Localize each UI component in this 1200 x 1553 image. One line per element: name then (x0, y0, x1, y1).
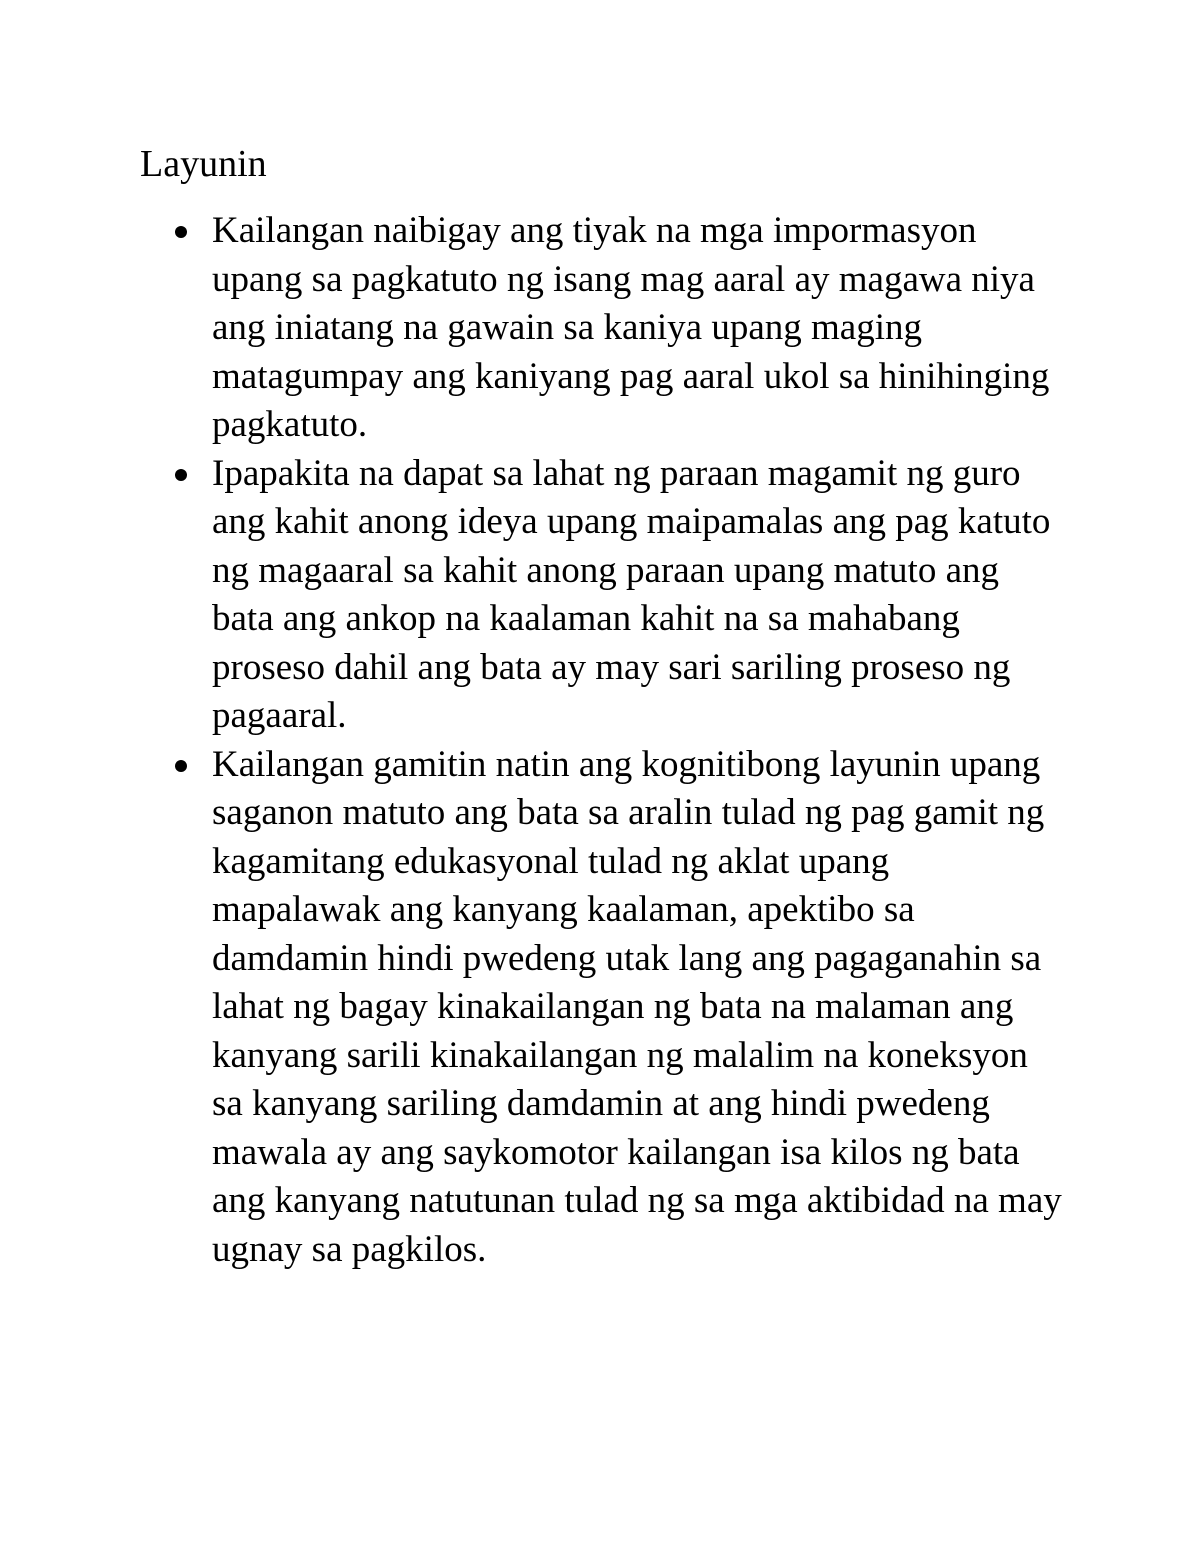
bullet-text: Kailangan naibigay ang tiyak na mga impormasyon upang sa pagkatuto ng isang mag aaral ay magawa niya ang iniatang na gawain sa kaniya upang maging matagumpay ang kaniyang pag aaral ukol sa hinihinging pagkatuto. (212, 210, 1050, 445)
bullet-item-1 (170, 207, 1065, 450)
bullet-item-2 (170, 450, 1065, 741)
bullet-item-3 (170, 741, 1065, 1275)
bullet-text: Kailangan gamitin natin ang kognitibong layunin upang saganon matuto ang bata sa aralin tulad ng pag gamit ng kagamitang edukasyonal tulad ng aklat upang mapalawak ang kanyang kaalaman, apektibo sa damdamin hindi pwedeng utak lang ang pagaganahin sa lahat ng bagay kinakailangan ng bata na malaman ang kanyang sarili kinakailangan ng malalim na koneksyon sa kanyang sariling damdamin at ang hindi pwedeng mawala ay ang saykomotor kailangan isa kilos ng bata ang kanyang natutunan tulad ng sa mga aktibidad na may ugnay sa pagkilos. (212, 743, 1062, 1270)
bullet-text: Ipapakita na dapat sa lahat ng paraan magamit ng guro ang kahit anong ideya upang maipamalas ang pag katuto ng magaaral sa kahit anong paraan upang matuto ang bata ang ankop na kaalaman kahit na sa mahabang proseso dahil ang bata ay may sari sariling proseso ng pagaaral. (212, 452, 1051, 736)
bullet-dot-icon (175, 760, 187, 772)
bullet-dot-icon (175, 226, 187, 238)
bullet-dot-icon (175, 469, 187, 481)
document-heading: Layunin (140, 143, 267, 185)
bullet-list (170, 207, 1065, 1274)
